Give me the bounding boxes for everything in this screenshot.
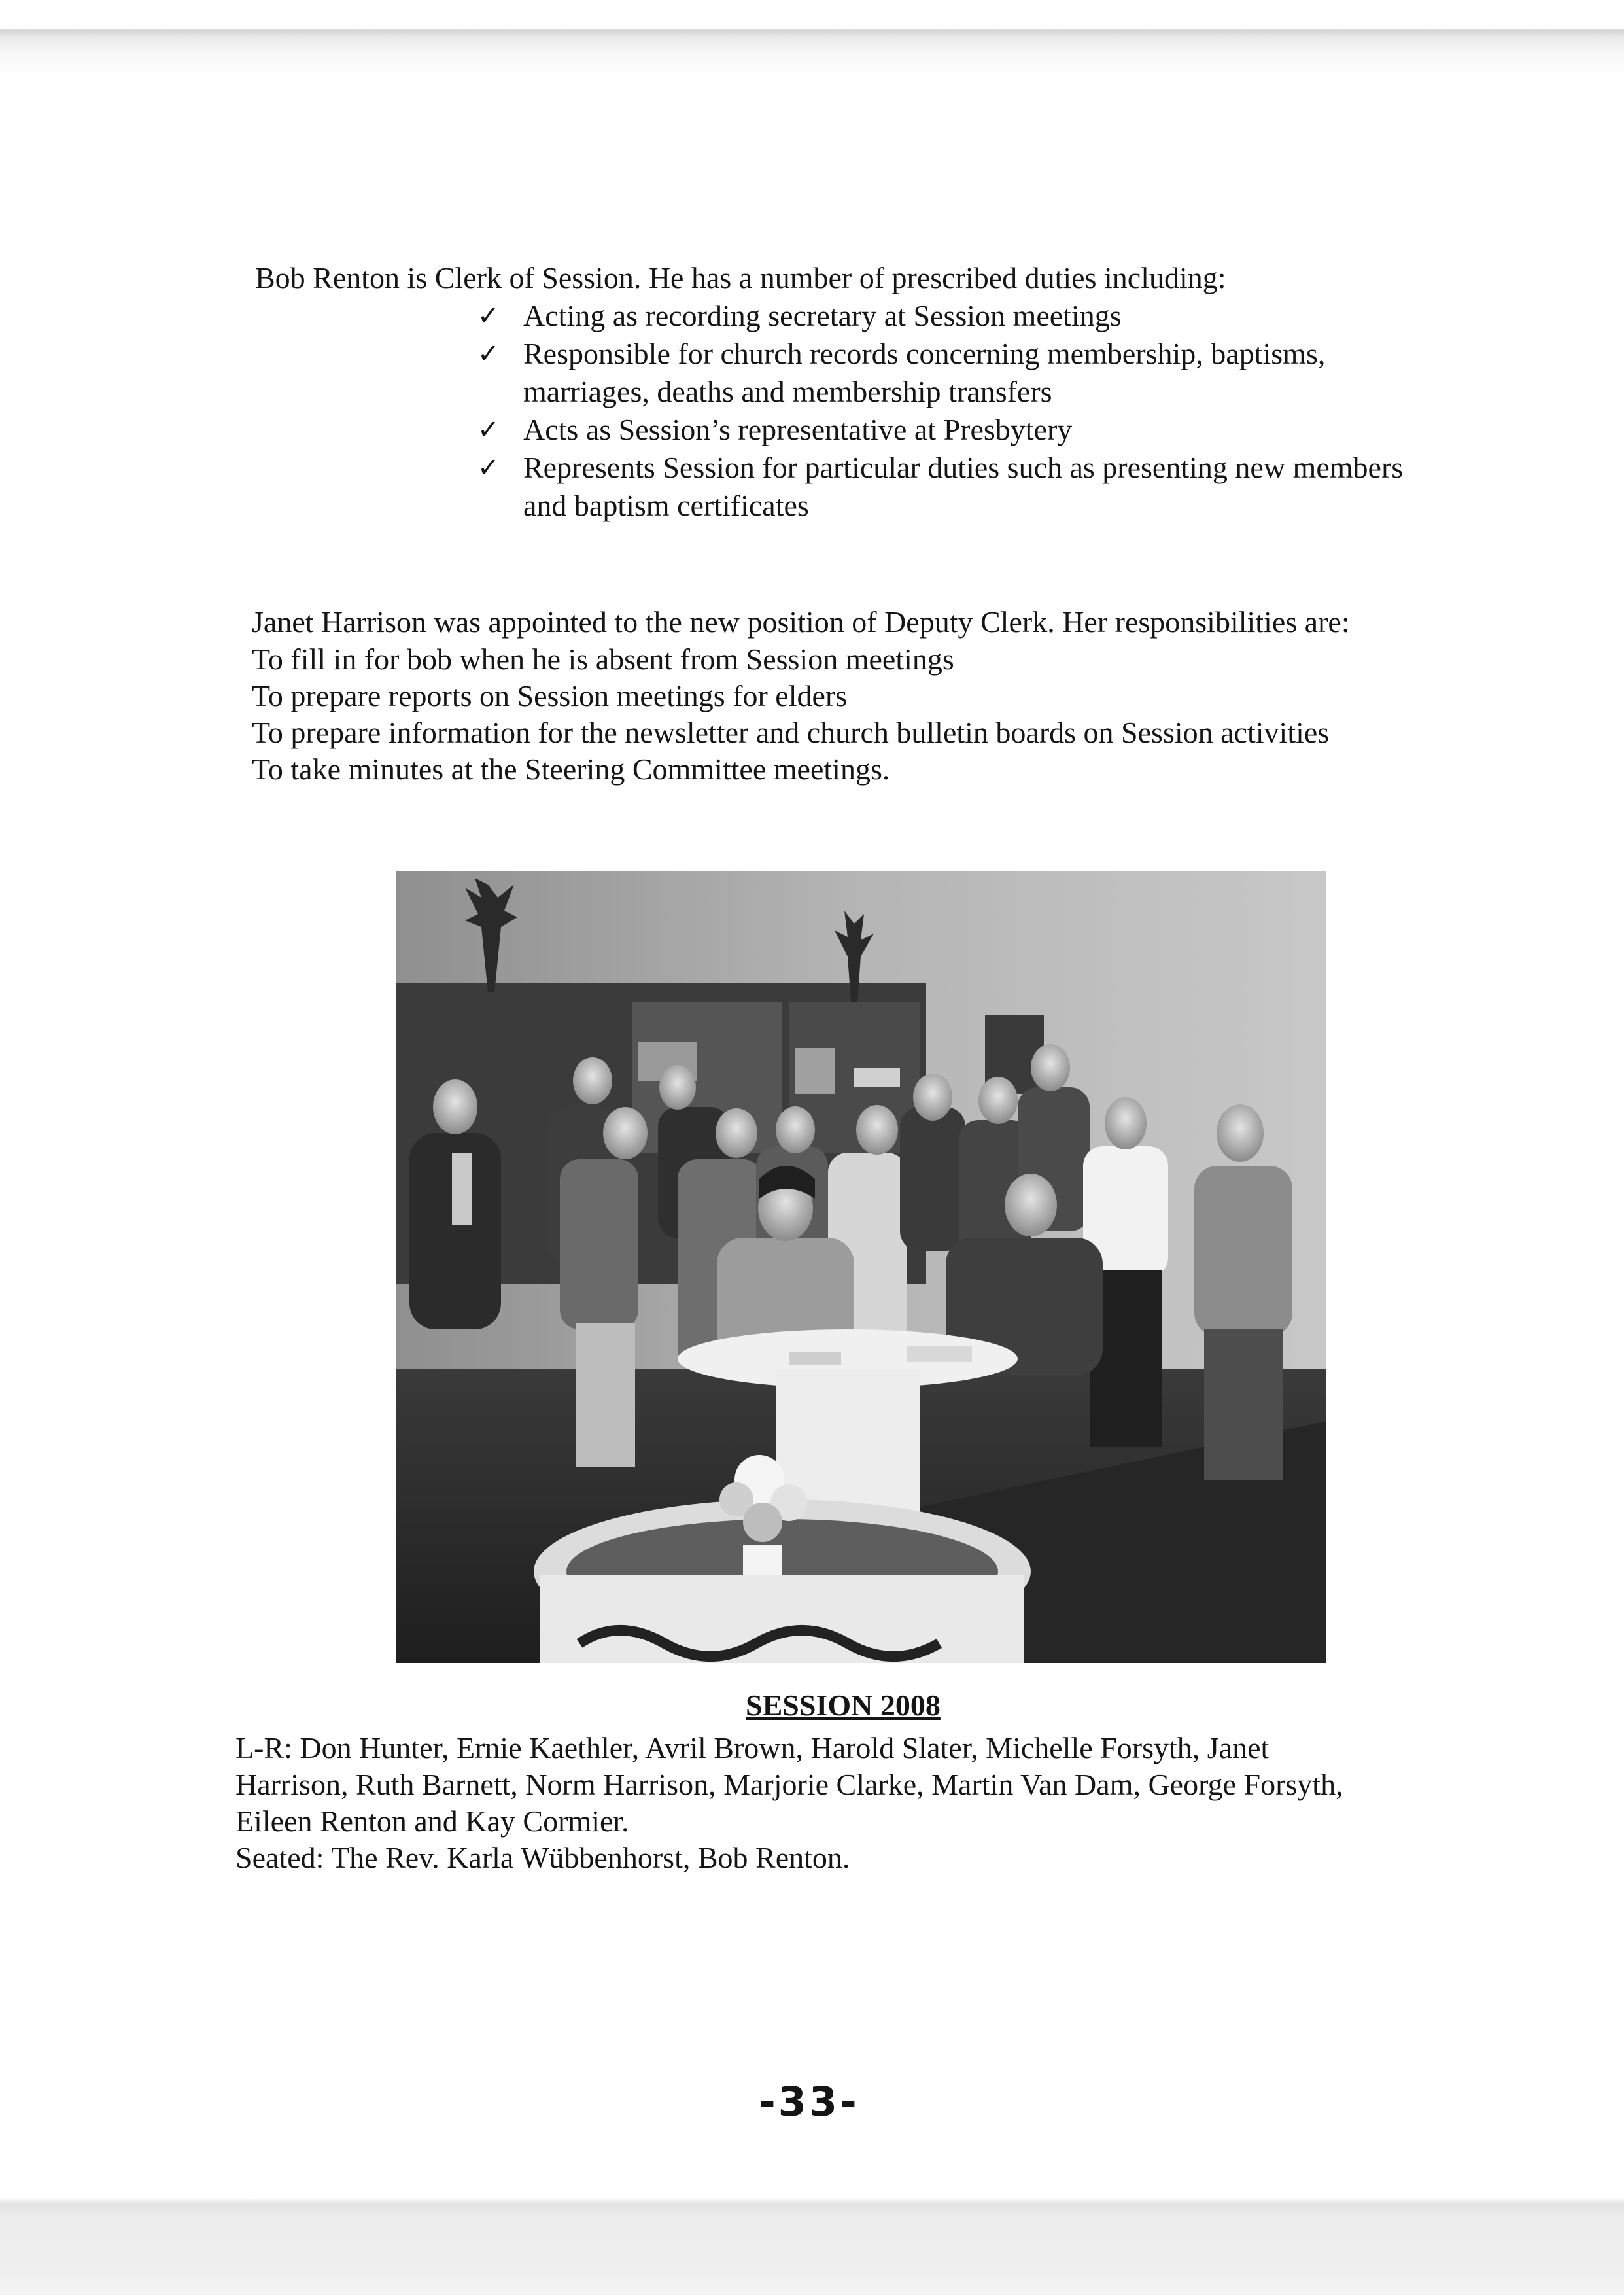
group-photo bbox=[396, 871, 1326, 1663]
deputy-responsibilities bbox=[252, 641, 1329, 788]
clerk-duties-list bbox=[477, 297, 1403, 525]
duty-line: Acting as recording secretary at Session meetings bbox=[523, 299, 1122, 332]
duty-item bbox=[477, 411, 1403, 449]
responsibility-line: To take minutes at the Steering Committee meetings. bbox=[252, 752, 890, 786]
responsibility-line: To prepare reports on Session meetings for elders bbox=[252, 679, 848, 712]
checkmark-icon: ✓ bbox=[477, 415, 500, 445]
scan-edge-bottom bbox=[0, 2198, 1624, 2295]
photo-caption-title: SESSION 2008 bbox=[746, 1689, 941, 1722]
deputy-intro: Janet Harrison was appointed to the new position of Deputy Clerk. Her responsibilities are: bbox=[252, 605, 1350, 639]
duty-item bbox=[477, 449, 1403, 525]
duty-item bbox=[477, 335, 1403, 411]
photo-caption bbox=[235, 1730, 1343, 1876]
checkmark-icon: ✓ bbox=[477, 453, 500, 483]
caption-line: L-R: Don Hunter, Ernie Kaethler, Avril Brown, Harold Slater, Michelle Forsyth, Janet bbox=[235, 1731, 1270, 1764]
checkmark-icon: ✓ bbox=[477, 339, 500, 369]
duty-line: Acts as Session’s representative at Presbytery bbox=[523, 413, 1073, 446]
duty-line: Responsible for church records concerning membership, baptisms, bbox=[523, 337, 1326, 370]
checkmark-icon: ✓ bbox=[477, 301, 500, 331]
caption-line: Harrison, Ruth Barnett, Norm Harrison, Marjorie Clarke, Martin Van Dam, George Forsyth, bbox=[235, 1768, 1343, 1801]
duty-line: Represents Session for particular duties such as presenting new members bbox=[523, 451, 1404, 484]
duty-line: and baptism certificates bbox=[523, 489, 809, 522]
duty-item bbox=[477, 297, 1403, 335]
responsibility-line: To prepare information for the newsletter and church bulletin boards on Session activities bbox=[252, 716, 1330, 749]
caption-line: Eileen Renton and Kay Cormier. bbox=[235, 1804, 629, 1838]
caption-line: Seated: The Rev. Karla Wübbenhorst, Bob Renton. bbox=[235, 1841, 850, 1874]
page-number: -33- bbox=[759, 2078, 859, 2126]
scan-edge-top bbox=[0, 0, 1624, 79]
clerk-intro: Bob Renton is Clerk of Session. He has a number of prescribed duties including: bbox=[255, 261, 1226, 294]
responsibility-line: To fill in for bob when he is absent from Session meetings bbox=[252, 642, 954, 676]
duty-line: marriages, deaths and membership transfers bbox=[523, 375, 1052, 408]
